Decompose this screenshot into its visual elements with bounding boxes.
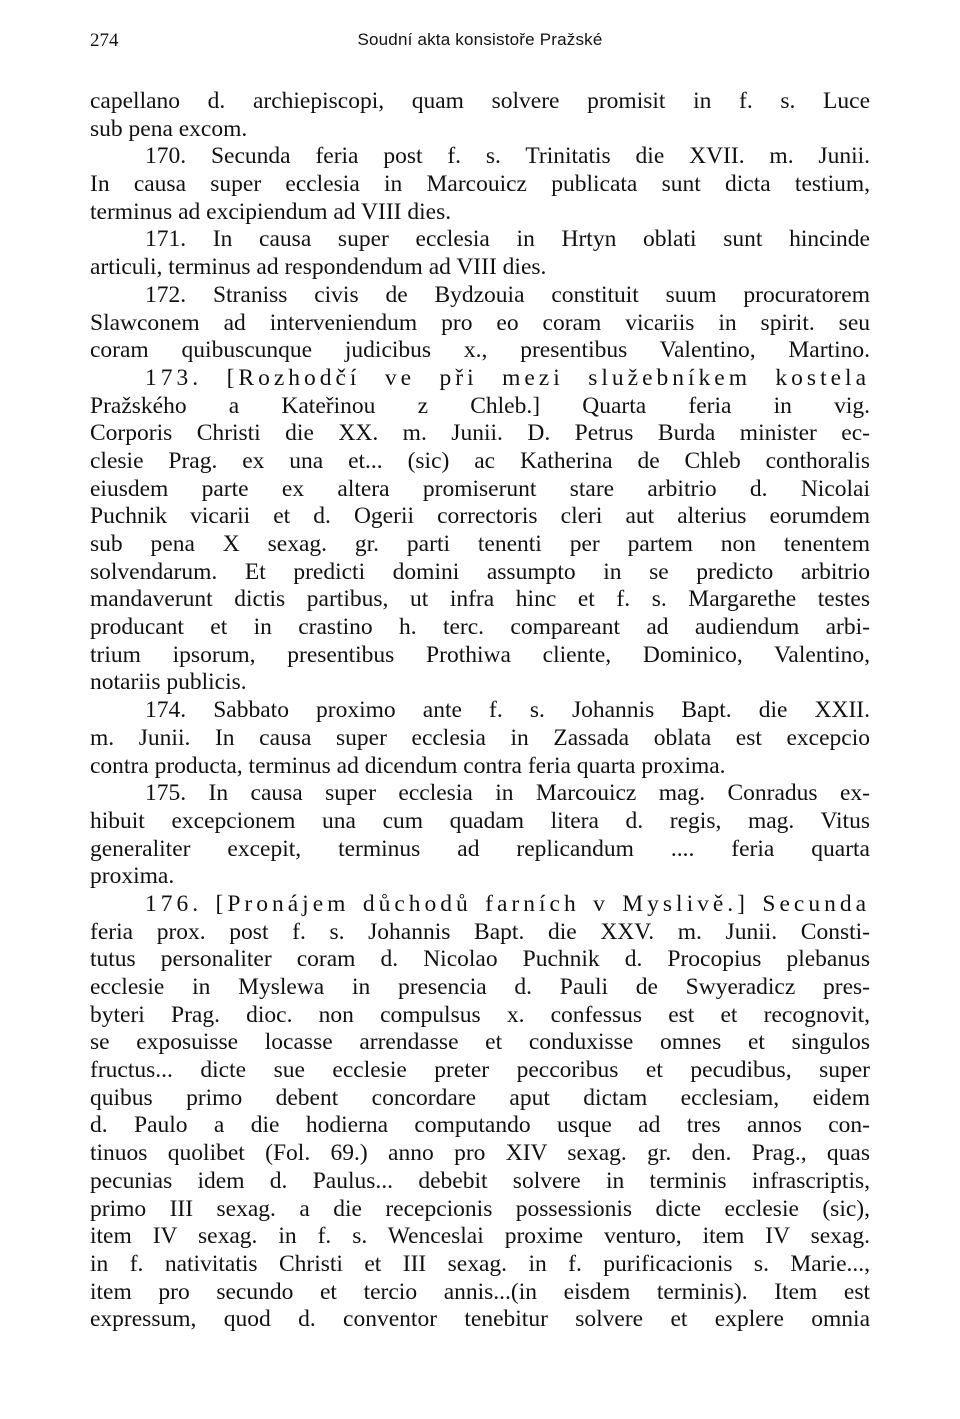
text-line: hibuit excepcionem una cum quadam litera d. regis, mag. Vitus [90, 807, 870, 834]
text-line: trium ipsorum, presentibus Prothiwa cliente, Dominico, Valentino, [90, 641, 870, 668]
text-line: capellano d. archiepiscopi, quam solvere promisit in f. s. Luce [90, 88, 870, 114]
page-number: 274 [90, 30, 119, 51]
text-line: mandaverunt dictis partibus, ut infra hinc et f. s. Margarethe testes [90, 586, 870, 613]
text-line: quibus primo debent concordare aput dictam ecclesiam, eidem [90, 1084, 870, 1111]
text-line: Slawconem ad interveniendum pro eo coram vicariis in spirit. seu [90, 309, 870, 336]
text-line: 175. In causa super ecclesia in Marcouicz mag. Conradus ex- [145, 780, 870, 807]
text-line: notariis publicis. [90, 669, 247, 696]
text-line: tinuos quolibet (Fol. 69.) anno pro XIV sexag. gr. den. Prag., quas [90, 1140, 870, 1167]
text-line: 172. Straniss civis de Bydzouia constituit suum procuratorem [145, 281, 870, 308]
text-line: articuli, terminus ad respondendum ad VIII dies. [90, 254, 547, 281]
text-line: tutus personaliter coram d. Nicolao Puchnik d. Procopius plebanus [90, 946, 870, 973]
text-line: 171. In causa super ecclesia in Hrtyn oblati sunt hincinde [145, 226, 870, 253]
text-line: Pražského a Kateřinou z Chleb.] Quarta feria in vig. [90, 392, 870, 419]
text-line: d. Paulo a die hodierna computando usque ad tres annos con- [90, 1112, 870, 1139]
page-header [90, 30, 870, 54]
text-line: contra producta, terminus ad dicendum contra feria quarta proxima. [90, 752, 726, 779]
text-line: primo III sexag. a die recepcionis possessionis dicte ecclesie (sic), [90, 1195, 870, 1222]
text-line: byteri Prag. dioc. non compulsus x. confessus est et recognovit, [90, 1001, 870, 1028]
text-line: producant et in crastino h. terc. compareant ad audiendum arbi- [90, 614, 870, 641]
text-line: 170. Secunda feria post f. s. Trinitatis die XVII. m. Junii. [145, 143, 870, 170]
text-line: in f. nativitatis Christi et III sexag. in f. purificacionis s. Marie..., [90, 1250, 870, 1277]
text-line: clesie Prag. ex una et... (sic) ac Katherina de Chleb conthoralis [90, 447, 870, 474]
text-line: coram quibuscunque judicibus x., presentibus Valentino, Martino. [90, 337, 870, 364]
text-line: proxima. [90, 863, 175, 890]
text-line: m. Junii. In causa super ecclesia in Zassada oblata est excepcio [90, 724, 870, 751]
text-line: feria prox. post f. s. Johannis Bapt. die XXV. m. Junii. Consti- [90, 918, 870, 945]
text-line: Corporis Christi die XX. m. Junii. D. Petrus Burda minister ec- [90, 420, 870, 447]
text-line: sub pena X sexag. gr. parti tenenti per partem non tenentem [90, 531, 870, 557]
text-line: ecclesie in Myslewa in presencia d. Pauli de Swyeradicz pres- [90, 974, 870, 1000]
document-body [90, 88, 870, 1334]
text-line: item IV sexag. in f. s. Wenceslai proxime venturo, item IV sexag. [90, 1223, 870, 1250]
text-line: eiusdem parte ex altera promiserunt stare arbitrio d. Nicolai [90, 475, 870, 502]
text-line: 174. Sabbato proximo ante f. s. Johannis Bapt. die XXII. [145, 697, 870, 724]
text-line: generaliter excepit, terminus ad replicandum .... feria quarta [90, 835, 870, 862]
running-head: Soudní akta konsistoře Pražské [357, 30, 603, 49]
text-line: In causa super ecclesia in Marcouicz publicata sunt dicta testium, [90, 171, 870, 198]
text-line: se exposuisse locasse arrendasse et conduxisse omnes et singulos [90, 1029, 870, 1056]
text-line: expressum, quod d. conventor tenebitur solvere et explere omnia [90, 1306, 870, 1333]
text-line: 176. [Pronájem důchodů farních v Myslivě.] Secunda [145, 890, 870, 917]
text-line: terminus ad excipiendum ad VIII dies. [90, 198, 452, 225]
text-line: item pro secundo et tercio annis...(in eisdem terminis). Item est [90, 1278, 870, 1305]
text-line: solvendarum. Et predicti domini assumpto in se predicto arbitrio [90, 558, 870, 585]
text-line: sub pena excom. [90, 115, 248, 142]
text-line: pecunias idem d. Paulus... debebit solvere in terminis infrascriptis, [90, 1167, 870, 1194]
text-line: 173. [Rozhodčí ve při mezi služebníkem kostela [145, 364, 870, 391]
text-line: fructus... dicte sue ecclesie preter peccoribus et pecudibus, super [90, 1057, 870, 1084]
text-line: Puchnik vicarii et d. Ogerii correctoris cleri aut alterius eorumdem [90, 503, 870, 530]
